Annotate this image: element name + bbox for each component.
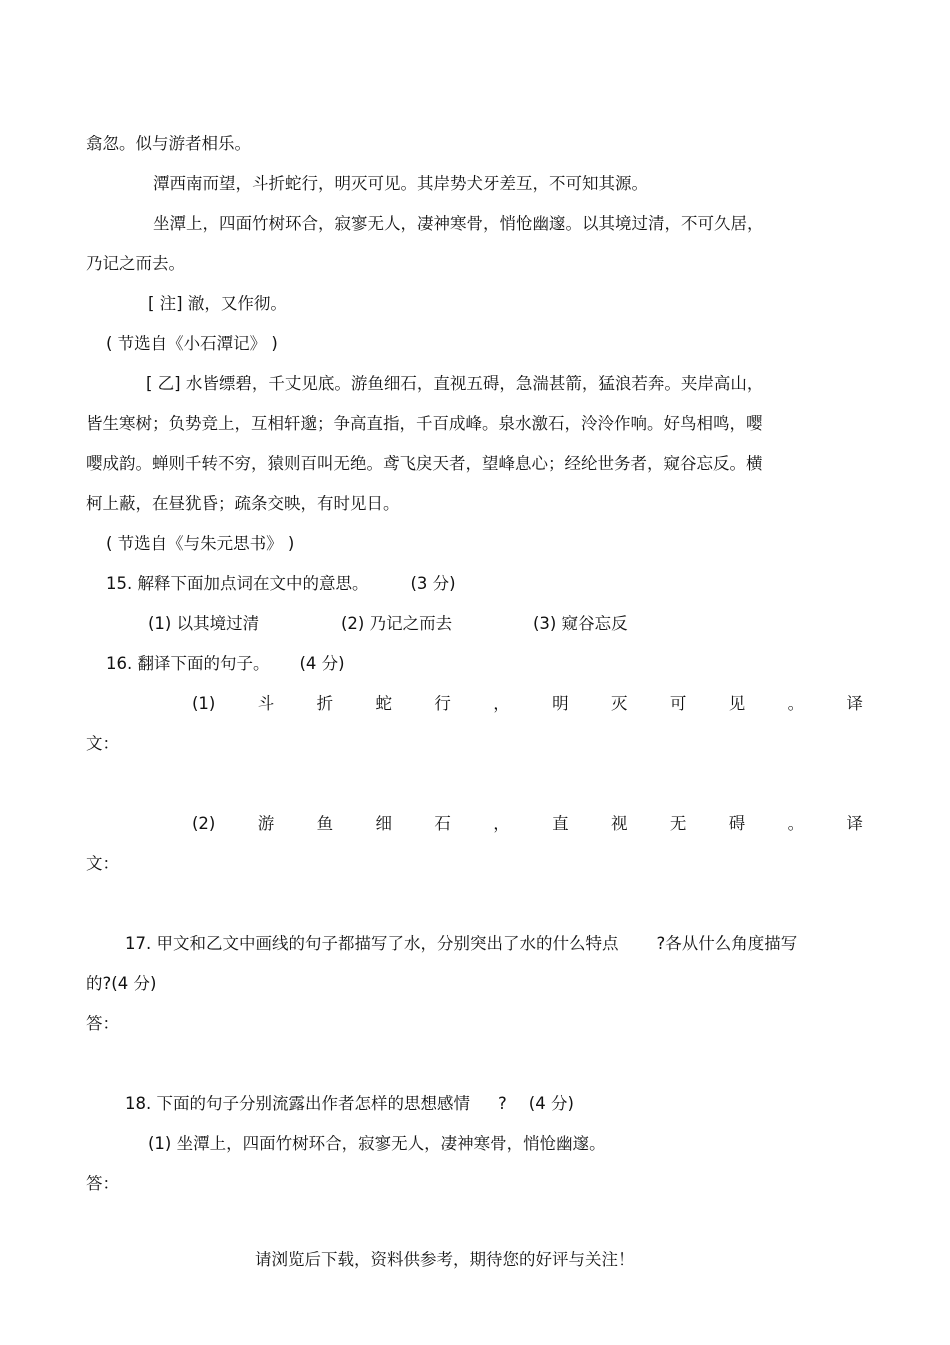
- question-15-item: (3) 窥谷忘反: [533, 614, 628, 633]
- answer-label: 答：: [86, 1174, 119, 1193]
- sentence-glyph: 可: [669, 694, 687, 713]
- sentence-glyph: (2): [192, 814, 216, 833]
- passage-line: 翕忽。似与游者相乐。: [86, 134, 251, 153]
- question-score: (4 分): [528, 1094, 574, 1113]
- sentence-glyph: 译: [846, 694, 863, 713]
- question-18-stem: [125, 1093, 574, 1115]
- sentence-glyph: 斗: [257, 694, 275, 713]
- question-15-item: (1) 以其境过清: [148, 614, 260, 633]
- question-15-stem: [106, 573, 456, 595]
- question-stem-text: 15. 解释下面加点词在文中的意思。: [106, 574, 369, 593]
- question-17-stem-cont: 的?(4 分): [86, 974, 157, 993]
- sentence-glyph: 直: [552, 814, 569, 833]
- page-footer: 请浏览后下载，资料供参考，期待您的好评与关注！: [255, 1250, 635, 1269]
- translation-sentence-1: [192, 693, 863, 715]
- question-stem-text: 17. 甲文和乙文中画线的句子都描写了水，分别突出了水的什么特点: [125, 934, 619, 953]
- sentence-glyph: (1): [192, 694, 216, 713]
- translation-label: 文：: [86, 734, 119, 753]
- question-17-stem: [125, 933, 797, 955]
- question-stem-text: ?各从什么角度描写: [656, 934, 798, 953]
- passage-line: 皆生寒树；负势竞上，互相轩邈；争高直指，千百成峰。泉水激石，泠泠作响。好鸟相鸣，嘤: [86, 414, 763, 433]
- sentence-glyph: 无: [669, 814, 687, 833]
- passage-line: 柯上蔽，在昼犹昏；疏条交映，有时见日。: [86, 494, 400, 513]
- sentence-glyph: 。: [787, 814, 805, 833]
- source-citation: ( 节选自《与朱元思书》 ): [106, 534, 295, 553]
- sentence-glyph: ，: [493, 814, 510, 833]
- passage-line: [ 乙] 水皆缥碧，千丈见底。游鱼细石，直视五碍，急湍甚箭，猛浪若奔。夹岸高山，: [146, 374, 764, 393]
- sentence-glyph: 碍: [728, 814, 746, 833]
- annotation-note: [ 注] 澈，又作彻。: [148, 294, 287, 313]
- sentence-glyph: 见: [728, 694, 746, 713]
- sentence-glyph: 译: [846, 814, 863, 833]
- sentence-glyph: 。: [787, 694, 805, 713]
- question-stem-text: 16. 翻译下面的句子。: [106, 654, 270, 673]
- sentence-glyph: 折: [316, 694, 334, 713]
- sentence-glyph: ，: [493, 694, 510, 713]
- sentence-glyph: 细: [375, 814, 392, 833]
- sentence-glyph: 蛇: [375, 694, 392, 713]
- question-15-item: (2) 乃记之而去: [341, 614, 453, 633]
- sentence-glyph: 行: [434, 694, 451, 713]
- passage-line: 嘤成韵。蝉则千转不穷，猿则百叫无绝。鸢飞戾天者，望峰息心；经纶世务者，窥谷忘反。横: [86, 454, 763, 473]
- sentence-glyph: 视: [611, 814, 628, 833]
- sentence-glyph: 明: [552, 694, 569, 713]
- answer-label: 答：: [86, 1014, 119, 1033]
- sentence-glyph: 石: [434, 814, 451, 833]
- sentence-glyph: 游: [257, 814, 275, 833]
- translation-label: 文：: [86, 854, 119, 873]
- question-stem-text: 18. 下面的句子分别流露出作者怎样的思想感情: [125, 1094, 470, 1113]
- question-score: (4 分): [299, 654, 345, 673]
- sentence-glyph: 灭: [611, 694, 628, 713]
- passage-line: 乃记之而去。: [86, 254, 185, 273]
- sentence-glyph: 鱼: [316, 814, 334, 833]
- passage-line: 坐潭上，四面竹树环合，寂寥无人，凄神寒骨，悄怆幽邃。以其境过清，不可久居，: [153, 214, 764, 233]
- question-score: (3 分): [410, 574, 456, 593]
- passage-line: 潭西南而望，斗折蛇行，明灭可见。其岸势犬牙差互，不可知其源。: [153, 174, 648, 193]
- question-mark: ?: [498, 1094, 507, 1113]
- translation-sentence-2: [192, 813, 863, 835]
- source-citation: ( 节选自《小石潭记》 ): [106, 334, 278, 353]
- question-16-stem: [106, 653, 345, 675]
- question-18-item: (1) 坐潭上，四面竹树环合，寂寥无人，凄神寒骨，悄怆幽邃。: [148, 1134, 606, 1153]
